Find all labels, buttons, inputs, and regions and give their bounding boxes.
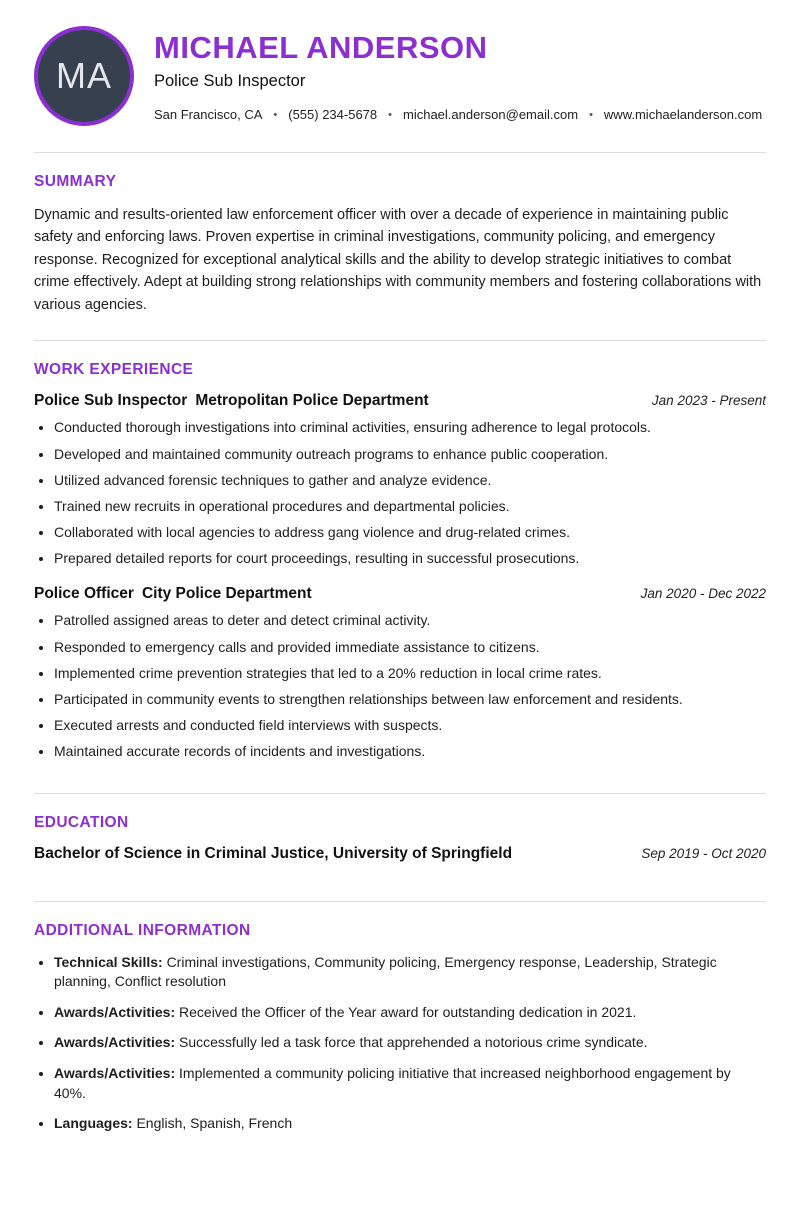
education-heading: EDUCATION bbox=[34, 813, 129, 831]
avatar-initials: MA bbox=[56, 55, 112, 96]
job-bullet-list bbox=[34, 611, 766, 760]
job-role: Police Officer bbox=[34, 585, 134, 603]
contact-separator-dot: • bbox=[273, 108, 278, 121]
section-education bbox=[34, 793, 766, 901]
info-item-text: Successfully led a task force that apprehended a notorious crime syndicate. bbox=[179, 1034, 648, 1051]
section-work-experience bbox=[34, 340, 766, 792]
additional-information-heading: ADDITIONAL INFORMATION bbox=[34, 921, 251, 939]
job-role-line bbox=[34, 585, 312, 603]
candidate-name: MICHAEL ANDERSON bbox=[154, 29, 488, 65]
additional-info-item bbox=[54, 1033, 766, 1053]
job-dates: Jan 2020 - Dec 2022 bbox=[640, 586, 766, 602]
additional-info-list bbox=[34, 953, 766, 1134]
job-dates: Jan 2023 - Present bbox=[651, 393, 766, 409]
contact-row bbox=[154, 107, 766, 122]
info-item-text: Implemented a community policing initiative that increased neighborhood engagement by 40%. bbox=[54, 1064, 731, 1101]
job-header bbox=[34, 392, 766, 410]
job-header bbox=[34, 585, 766, 603]
info-item-text: English, Spanish, French bbox=[136, 1115, 293, 1132]
additional-info-item bbox=[54, 1064, 766, 1103]
job-bullet: • Maintained accurate records of incidents and investigations. bbox=[54, 742, 766, 760]
job-entry bbox=[34, 585, 766, 760]
job-bullet: • Utilized advanced forensic techniques to gather and analyze evidence. bbox=[54, 471, 766, 489]
section-summary bbox=[34, 152, 766, 340]
job-bullet: • Implemented crime prevention strategies that led to a 20% reduction in local crime rates. bbox=[54, 664, 766, 682]
job-bullet: • Developed and maintained community outreach programs to enhance public cooperation. bbox=[54, 445, 766, 463]
education-dates: Sep 2019 - Oct 2020 bbox=[641, 845, 766, 861]
education-degree: Bachelor of Science in Criminal Justice, University of Springfield bbox=[34, 844, 513, 862]
candidate-title: Police Sub Inspector bbox=[154, 72, 306, 91]
info-item-label: Technical Skills: bbox=[54, 953, 163, 970]
job-bullet: • Patrolled assigned areas to deter and detect criminal activity. bbox=[54, 611, 766, 629]
job-bullet: • Prepared detailed reports for court proceedings, resulting in successful prosecutions. bbox=[54, 549, 766, 567]
header-text bbox=[154, 30, 766, 123]
contact-location: San Francisco, CA bbox=[154, 107, 263, 123]
info-item-label: Awards/Activities: bbox=[54, 1003, 176, 1020]
job-company: Metropolitan Police Department bbox=[195, 392, 429, 410]
additional-info-item bbox=[54, 1003, 766, 1023]
info-item-text: Received the Officer of the Year award for outstanding dedication in 2021. bbox=[179, 1003, 637, 1020]
job-bullet-list bbox=[34, 418, 766, 567]
job-bullet: • Participated in community events to strengthen relationships between law enforcement and residents. bbox=[54, 690, 766, 708]
job-bullet: • Trained new recruits in operational procedures and departmental policies. bbox=[54, 497, 766, 515]
job-role: Police Sub Inspector bbox=[34, 392, 188, 410]
job-bullet: • Conducted thorough investigations into criminal activities, ensuring adherence to legal protocols. bbox=[54, 418, 766, 436]
additional-info-item bbox=[54, 1114, 766, 1134]
job-bullet: • Responded to emergency calls and provided immediate assistance to citizens. bbox=[54, 638, 766, 656]
summary-text: Dynamic and results-oriented law enforcement officer with over a decade of experience in maintaining public safety and enforcing laws. Proven expertise in criminal investigations, community policing, and emergency response. Recognized for exceptional analytical skills and the ability to develop strategic initiatives to combat crime effectively. Adept at building strong relationships with community members and fostering collaborations with various agencies. bbox=[34, 207, 762, 313]
additional-info-item bbox=[54, 953, 766, 992]
contact-phone: (555) 234-5678 bbox=[288, 107, 378, 123]
job-bullet: • Executed arrests and conducted field interviews with suspects. bbox=[54, 716, 766, 734]
resume-header bbox=[34, 26, 766, 152]
info-item-label: Languages: bbox=[54, 1115, 133, 1132]
info-item-label: Awards/Activities: bbox=[54, 1064, 176, 1081]
job-company: City Police Department bbox=[141, 585, 312, 603]
section-additional-information bbox=[34, 901, 766, 1169]
contact-separator-dot: • bbox=[388, 108, 392, 121]
info-item-label: Awards/Activities: bbox=[54, 1034, 176, 1051]
education-entry bbox=[34, 845, 766, 863]
contact-separator-dot: • bbox=[589, 108, 593, 121]
job-bullet: • Collaborated with local agencies to address gang violence and drug-related crimes. bbox=[54, 523, 766, 541]
work-experience-heading: WORK EXPERIENCE bbox=[34, 361, 194, 379]
job-entry bbox=[34, 392, 766, 567]
info-item-text: Criminal investigations, Community policing, Emergency response, Leadership, Strategic planning, Conflict resolution bbox=[54, 953, 717, 990]
summary-heading: SUMMARY bbox=[34, 173, 117, 190]
job-role-line bbox=[34, 392, 429, 410]
avatar bbox=[34, 26, 134, 126]
contact-email: michael.anderson@email.com bbox=[403, 107, 579, 123]
contact-website: www.michaelanderson.com bbox=[603, 107, 763, 123]
